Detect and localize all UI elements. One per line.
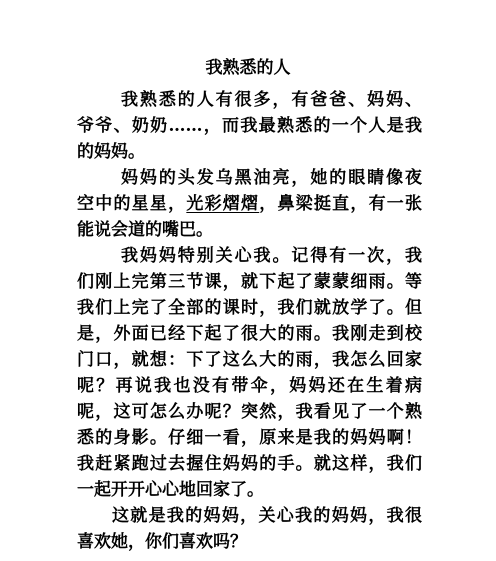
text-segment: 空中的星星， [77,194,187,214]
paragraph-line: 呢？再说我也没有带伞，妈妈还在生着病 [77,376,422,396]
paragraph-line: 我赶紧跑过去握住妈妈的手。就这样，我们 [77,454,422,474]
paragraph-line: 我熟悉的人有很多，有爸爸、妈妈、 [121,90,422,110]
paragraph-line: 能说会道的嘴巴。 [77,220,213,240]
paragraph-line: 门口，就想：下了这么大的雨，我怎么回家 [77,350,422,370]
paragraph-line: 妈妈的头发乌黑油亮，她的眼睛像夜 [121,168,422,188]
paragraph-line: 我妈妈特别关心我。记得有一次，我 [121,246,422,266]
paragraph-line: 喜欢她，你们喜欢吗？ [77,532,247,552]
paragraph-line: 我们上完了全部的课时，我们就放学了。但 [77,298,422,318]
underlined-phrase: 光彩熠熠 [186,194,260,214]
paragraph-line: 的妈妈。 [77,142,145,162]
paragraph-line: 呢，这可怎么办呢？突然，我看见了一个熟 [77,402,422,422]
paragraph-line: 这就是我的妈妈，关心我的妈妈，我很 [112,506,422,526]
text-segment: ，鼻梁挺直，有一张 [259,194,423,214]
paragraph-line: 是，外面已经下起了很大的雨。我刚走到校 [77,324,422,344]
paragraph-line: 一起开开心心地回家了。 [77,480,264,500]
paragraph-line-mixed [77,192,422,216]
paragraph-line: 悉的身影。仔细一看，原来是我的妈妈啊！ [77,428,422,448]
page-title: 我熟悉的人 [205,58,291,78]
paragraph-line: 们刚上完第三节课，就下起了蒙蒙细雨。等 [77,272,422,292]
paragraph-line: 爷爷、奶奶……，而我最熟悉的一个人是我 [77,116,422,136]
